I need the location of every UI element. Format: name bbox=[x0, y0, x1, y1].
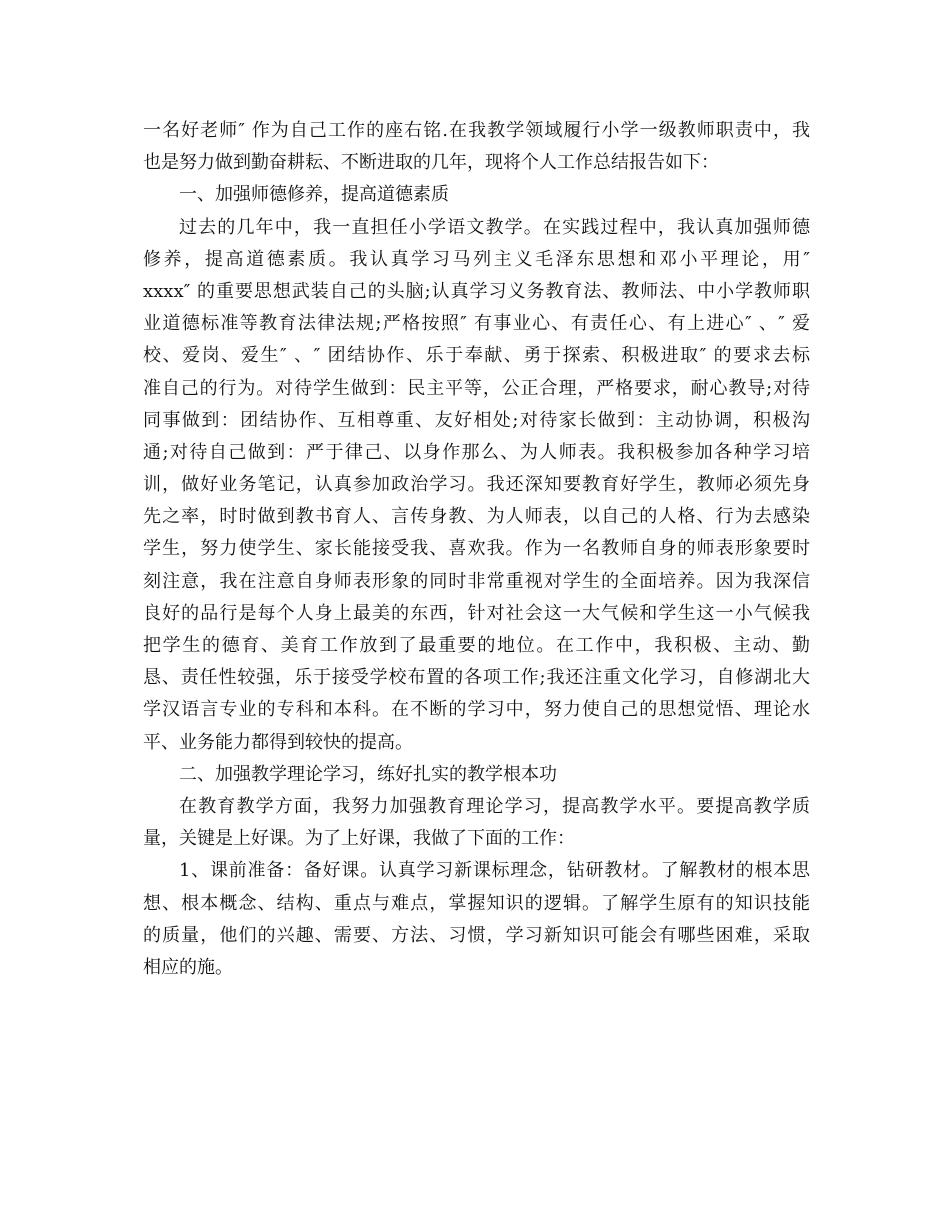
text-line: 的质量，他们的兴趣、需要、方法、习惯，学习新知识可能会有哪些困难，采取 bbox=[143, 924, 810, 946]
text-line: 学汉语言专业的专科和本科。在不断的学习中，努力使自己的思想觉悟、理论水 bbox=[143, 699, 810, 721]
text-line: 学生，努力使学生、家长能接受我、喜欢我。作为一名教师自身的师表形象要时 bbox=[143, 538, 810, 560]
text-line: 训，做好业务笔记，认真参加政治学习。我还深知要教育好学生，教师必须先身 bbox=[143, 474, 810, 496]
text-line: 在教育教学方面，我努力加强教育理论学习，提高教学水平。要提高教学质 bbox=[179, 795, 810, 817]
text-line: 1、课前准备：备好课。认真学习新课标理念，钻研教材。了解教材的根本思 bbox=[179, 860, 810, 882]
text-line: 一、加强师德修养，提高道德素质 bbox=[179, 184, 449, 206]
text-line: xxxx″ 的重要思想武装自己的头脑;认真学习义务教育法、教师法、中小学教师职 bbox=[143, 280, 810, 302]
text-line: 量，关键是上好课。为了上好课，我做了下面的工作： bbox=[143, 828, 575, 850]
text-line: 平、业务能力都得到较快的提高。 bbox=[143, 731, 413, 753]
text-line: 良好的品行是每个人身上最美的东西，针对社会这一大气候和学生这一小气候我 bbox=[143, 602, 810, 624]
text-line: 过去的几年中，我一直担任小学语文教学。在实践过程中，我认真加强师德 bbox=[179, 216, 810, 238]
text-line: 想、根本概念、结构、重点与难点，掌握知识的逻辑。了解学生原有的知识技能 bbox=[143, 892, 810, 914]
text-line: 也是努力做到勤奋耕耘、不断进取的几年，现将个人工作总结报告如下： bbox=[143, 152, 719, 174]
text-line: 准自己的行为。对待学生做到：民主平等，公正合理，严格要求，耐心教导;对待 bbox=[143, 377, 810, 399]
text-line: 刻注意，我在注意自身师表形象的同时非常重视对学生的全面培养。因为我深信 bbox=[143, 570, 810, 592]
text-line: 一名好老师″ 作为自己工作的座右铭.在我教学领域履行小学一级教师职责中，我 bbox=[143, 120, 810, 141]
text-line: 修养，提高道德素质。我认真学习马列主义毛泽东思想和邓小平理论，用″ bbox=[143, 248, 810, 270]
text-line: 通;对待自己做到：严于律己、以身作那么、为人师表。我积极参加各种学习培 bbox=[143, 441, 810, 463]
text-line: 恳、责任性较强，乐于接受学校布置的各项工作;我还注重文化学习，自修湖北大 bbox=[143, 667, 810, 689]
text-line: 校、爱岗、爱生″ 、″ 团结协作、乐于奉献、勇于探索、积极进取″ 的要求去标 bbox=[143, 345, 810, 367]
text-line: 先之率，时时做到教书育人、言传身教、为人师表，以自己的人格、行为去感染 bbox=[143, 506, 810, 528]
text-line: 二、加强教学理论学习，练好扎实的教学根本功 bbox=[179, 763, 557, 785]
text-line: 把学生的德育、美育工作放到了最重要的地位。在工作中，我积极、主动、勤 bbox=[143, 635, 810, 656]
text-line: 相应的施。 bbox=[143, 956, 233, 978]
text-line: 同事做到：团结协作、互相尊重、友好相处;对待家长做到：主动协调，积极沟 bbox=[143, 409, 810, 431]
text-line: 业道德标准等教育法律法规;严格按照″ 有事业心、有责任心、有上进心″ 、″ 爱 bbox=[143, 313, 810, 335]
document-body bbox=[143, 115, 810, 984]
